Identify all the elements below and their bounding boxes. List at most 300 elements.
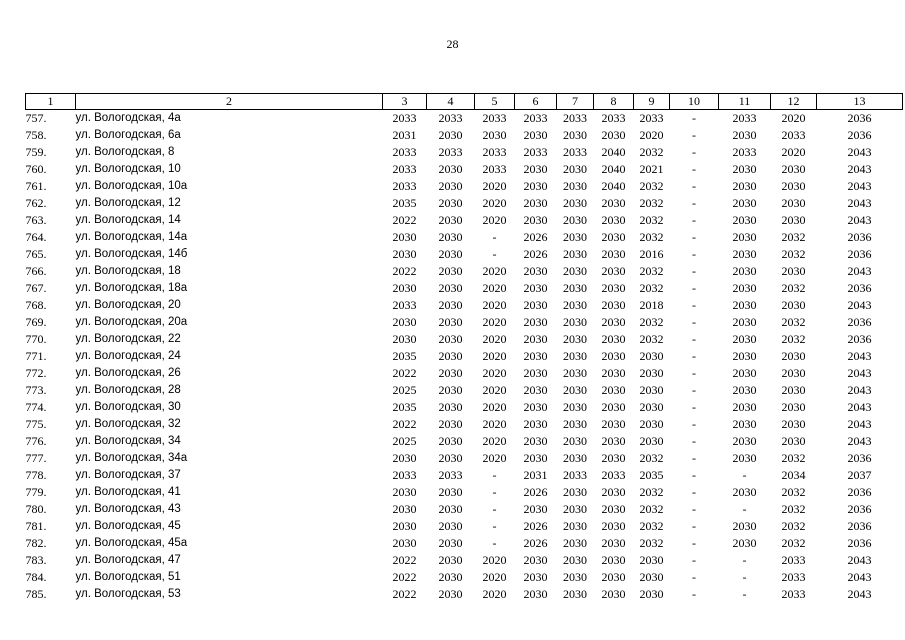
year-cell: 2030 — [781, 196, 806, 210]
year-cell: 2030 — [732, 519, 757, 533]
address-cell: ул. Вологодская, 53 — [75, 588, 181, 600]
year-cell: 2035 — [392, 400, 417, 414]
year-cell: 2030 — [523, 196, 548, 210]
year-cell: 2030 — [639, 570, 664, 584]
year-cell: 2016 — [639, 247, 664, 261]
column-header: 2 — [76, 94, 383, 110]
year-cell: 2037 — [847, 468, 872, 482]
year-cell: 2018 — [639, 298, 664, 312]
year-cell: 2043 — [847, 570, 872, 584]
year-cell: 2033 — [392, 468, 417, 482]
year-cell: 2032 — [639, 332, 664, 346]
year-cell: 2032 — [781, 315, 806, 329]
row-number: 781. — [25, 519, 47, 533]
year-cell: 2036 — [847, 485, 872, 499]
year-cell: 2030 — [392, 281, 417, 295]
year-cell: 2032 — [639, 502, 664, 516]
year-cell: 2030 — [482, 128, 507, 142]
address-cell: ул. Вологодская, 12 — [75, 197, 181, 209]
year-cell: 2030 — [392, 485, 417, 499]
year-cell: 2030 — [392, 315, 417, 329]
address-cell: ул. Вологодская, 14б — [75, 248, 188, 260]
row-number: 773. — [25, 383, 47, 397]
year-cell: 2030 — [523, 213, 548, 227]
year-cell: 2036 — [847, 281, 872, 295]
year-cell: 2022 — [392, 366, 417, 380]
year-cell: 2022 — [392, 213, 417, 227]
year-cell: 2043 — [847, 145, 872, 159]
year-cell: 2032 — [639, 485, 664, 499]
year-cell: 2030 — [732, 383, 757, 397]
year-cell: 2030 — [563, 502, 587, 516]
page-number: 28 — [446, 37, 459, 51]
year-cell: 2020 — [482, 196, 507, 210]
year-cell: 2030 — [601, 213, 626, 227]
year-cell: 2030 — [523, 553, 548, 567]
table-row — [26, 229, 903, 246]
year-cell: 2030 — [601, 247, 626, 261]
year-cell: 2040 — [601, 162, 626, 176]
year-cell: 2032 — [639, 536, 664, 550]
year-cell: 2033 — [438, 468, 463, 482]
year-cell: 2033 — [781, 553, 806, 567]
address-cell: ул. Вологодская, 4а — [75, 112, 181, 124]
year-cell: 2021 — [639, 162, 664, 176]
year-cell: 2030 — [392, 451, 417, 465]
year-cell: 2033 — [482, 162, 507, 176]
year-cell: - — [692, 417, 696, 431]
year-cell: 2030 — [438, 366, 463, 380]
year-cell: 2032 — [781, 281, 806, 295]
column-header: 1 — [26, 94, 76, 110]
year-cell: 2043 — [847, 383, 872, 397]
year-cell: 2030 — [732, 196, 757, 210]
year-cell: 2030 — [438, 349, 463, 363]
year-cell: 2030 — [732, 298, 757, 312]
table-row — [26, 365, 903, 382]
year-cell: 2033 — [732, 145, 757, 159]
year-cell: 2032 — [639, 213, 664, 227]
year-cell: 2030 — [438, 553, 463, 567]
year-cell: 2030 — [523, 349, 548, 363]
year-cell: 2033 — [781, 570, 806, 584]
year-cell: 2030 — [601, 264, 626, 278]
year-cell: 2030 — [563, 315, 587, 329]
row-number: 769. — [25, 315, 47, 329]
year-cell: - — [692, 468, 696, 482]
year-cell: 2043 — [847, 553, 872, 567]
year-cell: 2030 — [781, 400, 806, 414]
address-cell: ул. Вологодская, 41 — [75, 486, 181, 498]
year-cell: 2030 — [732, 485, 757, 499]
address-cell: ул. Вологодская, 18а — [75, 282, 188, 294]
table-row — [26, 348, 903, 365]
year-cell: 2033 — [601, 468, 626, 482]
year-cell: 2033 — [438, 145, 463, 159]
address-cell: ул. Вологодская, 6а — [75, 129, 181, 141]
column-header: 11 — [719, 94, 771, 110]
table-row — [26, 331, 903, 348]
year-cell: 2043 — [847, 417, 872, 431]
year-cell: 2030 — [601, 383, 626, 397]
year-cell: - — [692, 179, 696, 193]
year-cell: 2030 — [732, 264, 757, 278]
row-number: 775. — [25, 417, 47, 431]
year-cell: 2030 — [438, 417, 463, 431]
row-number: 757. — [25, 111, 47, 125]
year-cell: 2026 — [523, 519, 548, 533]
table-row — [26, 467, 903, 484]
year-cell: 2030 — [563, 264, 587, 278]
year-cell: 2030 — [563, 230, 587, 244]
row-number: 772. — [25, 366, 47, 380]
year-cell: 2030 — [523, 502, 548, 516]
year-cell: 2033 — [392, 111, 417, 125]
year-cell: 2030 — [601, 536, 626, 550]
year-cell: 2030 — [732, 434, 757, 448]
year-cell: 2020 — [639, 128, 664, 142]
year-cell: 2030 — [523, 587, 548, 601]
year-cell: 2026 — [523, 230, 548, 244]
year-cell: 2022 — [392, 553, 417, 567]
year-cell: 2020 — [781, 145, 806, 159]
year-cell: 2030 — [781, 366, 806, 380]
table-row — [26, 246, 903, 263]
year-cell: 2030 — [639, 400, 664, 414]
address-cell: ул. Вологодская, 26 — [75, 367, 181, 379]
row-number: 782. — [25, 536, 47, 550]
table-row — [26, 127, 903, 144]
year-cell: 2022 — [392, 264, 417, 278]
year-cell: 2030 — [732, 281, 757, 295]
row-number: 785. — [25, 587, 47, 601]
year-cell: 2036 — [847, 536, 872, 550]
year-cell: 2032 — [639, 196, 664, 210]
year-cell: 2030 — [438, 587, 463, 601]
year-cell: - — [692, 587, 696, 601]
year-cell: 2030 — [438, 298, 463, 312]
row-number: 774. — [25, 400, 47, 414]
year-cell: 2043 — [847, 587, 872, 601]
table-row — [26, 484, 903, 501]
address-cell: ул. Вологодская, 20 — [75, 299, 181, 311]
year-cell: 2030 — [438, 519, 463, 533]
year-cell: 2030 — [601, 553, 626, 567]
address-cell: ул. Вологодская, 51 — [75, 571, 181, 583]
year-cell: 2030 — [438, 281, 463, 295]
year-cell: - — [492, 519, 497, 533]
year-cell: 2033 — [563, 145, 587, 159]
year-cell: 2036 — [847, 230, 872, 244]
year-cell: 2030 — [601, 366, 626, 380]
year-cell: 2020 — [482, 298, 507, 312]
year-cell: 2020 — [482, 400, 507, 414]
year-cell: 2030 — [523, 570, 548, 584]
year-cell: 2030 — [732, 536, 757, 550]
year-cell: 2026 — [523, 247, 548, 261]
year-cell: 2030 — [732, 349, 757, 363]
year-cell: 2030 — [601, 400, 626, 414]
year-cell: 2030 — [438, 536, 463, 550]
row-number: 768. — [25, 298, 47, 312]
year-cell: 2020 — [482, 434, 507, 448]
year-cell: 2030 — [392, 247, 417, 261]
row-number: 770. — [25, 332, 47, 346]
year-cell: 2036 — [847, 247, 872, 261]
year-cell: 2025 — [392, 383, 417, 397]
year-cell: 2030 — [639, 349, 664, 363]
table-header — [26, 94, 903, 110]
year-cell: 2030 — [438, 247, 463, 261]
year-cell: 2030 — [438, 213, 463, 227]
year-cell: 2030 — [438, 230, 463, 244]
row-number: 764. — [25, 230, 47, 244]
year-cell: - — [692, 298, 696, 312]
year-cell: 2040 — [601, 145, 626, 159]
year-cell: 2020 — [482, 383, 507, 397]
year-cell: 2032 — [639, 281, 664, 295]
year-cell: - — [692, 315, 696, 329]
year-cell: 2033 — [523, 111, 548, 125]
year-cell: 2030 — [563, 485, 587, 499]
year-cell: 2020 — [482, 179, 507, 193]
year-cell: 2030 — [781, 434, 806, 448]
year-cell: 2030 — [523, 162, 548, 176]
year-cell: 2030 — [563, 451, 587, 465]
column-header: 5 — [475, 94, 515, 110]
year-cell: - — [692, 111, 696, 125]
year-cell: 2030 — [563, 196, 587, 210]
year-cell: 2033 — [732, 111, 757, 125]
year-cell: - — [742, 587, 747, 601]
year-cell: 2030 — [563, 128, 587, 142]
address-cell: ул. Вологодская, 22 — [75, 333, 181, 345]
address-cell: ул. Вологодская, 43 — [75, 503, 181, 515]
year-cell: - — [692, 332, 696, 346]
year-cell: - — [692, 264, 696, 278]
year-cell: 2030 — [563, 366, 587, 380]
year-cell: 2020 — [482, 281, 507, 295]
year-cell: 2036 — [847, 128, 872, 142]
column-header: 3 — [383, 94, 427, 110]
table-row — [26, 433, 903, 450]
table-row — [26, 535, 903, 552]
year-cell: - — [692, 162, 696, 176]
year-cell: 2030 — [601, 281, 626, 295]
year-cell: 2020 — [482, 264, 507, 278]
address-cell: ул. Вологодская, 45 — [75, 520, 181, 532]
year-cell: 2043 — [847, 162, 872, 176]
table-row — [26, 586, 903, 603]
year-cell: 2043 — [847, 366, 872, 380]
year-cell: 2030 — [601, 196, 626, 210]
year-cell: 2030 — [732, 315, 757, 329]
year-cell: - — [692, 451, 696, 465]
table-row — [26, 399, 903, 416]
column-header: 9 — [634, 94, 670, 110]
year-cell: 2030 — [732, 451, 757, 465]
year-cell: 2030 — [438, 315, 463, 329]
year-cell: 2020 — [482, 417, 507, 431]
column-header: 6 — [515, 94, 557, 110]
year-cell: 2036 — [847, 451, 872, 465]
table-row — [26, 501, 903, 518]
year-cell: 2026 — [523, 536, 548, 550]
table-row — [26, 297, 903, 314]
year-cell: 2022 — [392, 587, 417, 601]
address-cell: ул. Вологодская, 28 — [75, 384, 181, 396]
year-cell: 2033 — [523, 145, 548, 159]
year-cell: 2036 — [847, 519, 872, 533]
year-cell: 2030 — [392, 536, 417, 550]
year-cell: 2033 — [392, 298, 417, 312]
year-cell: 2030 — [639, 366, 664, 380]
year-cell: 2030 — [601, 519, 626, 533]
year-cell: 2030 — [438, 196, 463, 210]
year-cell: 2030 — [563, 587, 587, 601]
year-cell: 2030 — [438, 570, 463, 584]
year-cell: 2032 — [639, 519, 664, 533]
row-number: 779. — [25, 485, 47, 499]
year-cell: 2030 — [781, 264, 806, 278]
year-cell: - — [742, 502, 747, 516]
year-cell: - — [692, 281, 696, 295]
table-row — [26, 552, 903, 569]
year-cell: 2022 — [392, 417, 417, 431]
year-cell: 2030 — [523, 298, 548, 312]
column-header: 4 — [427, 94, 475, 110]
year-cell: 2030 — [732, 162, 757, 176]
row-number: 767. — [25, 281, 47, 295]
year-cell: 2030 — [732, 230, 757, 244]
year-cell: 2030 — [601, 451, 626, 465]
year-cell: 2036 — [847, 111, 872, 125]
table-row — [26, 450, 903, 467]
year-cell: 2033 — [781, 587, 806, 601]
year-cell: 2030 — [601, 298, 626, 312]
year-cell: 2043 — [847, 264, 872, 278]
year-cell: - — [742, 570, 747, 584]
year-cell: 2030 — [563, 298, 587, 312]
year-cell: 2030 — [781, 417, 806, 431]
year-cell: 2030 — [438, 264, 463, 278]
year-cell: 2030 — [601, 485, 626, 499]
year-cell: - — [692, 400, 696, 414]
year-cell: 2030 — [563, 281, 587, 295]
year-cell: 2032 — [639, 179, 664, 193]
row-number: 758. — [25, 128, 47, 142]
year-cell: - — [692, 383, 696, 397]
year-cell: 2030 — [392, 502, 417, 516]
year-cell: 2030 — [563, 332, 587, 346]
year-cell: 2033 — [563, 111, 587, 125]
row-number: 783. — [25, 553, 47, 567]
table-row — [26, 195, 903, 212]
year-cell: 2031 — [392, 128, 417, 142]
year-cell: - — [692, 230, 696, 244]
year-cell: - — [692, 519, 696, 533]
year-cell: 2030 — [601, 332, 626, 346]
year-cell: 2030 — [563, 400, 587, 414]
year-cell: - — [692, 570, 696, 584]
year-cell: 2043 — [847, 179, 872, 193]
year-cell: 2034 — [781, 468, 806, 482]
year-cell: 2030 — [639, 417, 664, 431]
row-number: 778. — [25, 468, 47, 482]
year-cell: 2026 — [523, 485, 548, 499]
year-cell: 2030 — [781, 162, 806, 176]
year-cell: - — [692, 145, 696, 159]
year-cell: 2030 — [523, 383, 548, 397]
year-cell: 2036 — [847, 315, 872, 329]
year-cell: 2043 — [847, 434, 872, 448]
table-row — [26, 212, 903, 229]
year-cell: 2032 — [781, 519, 806, 533]
year-cell: 2043 — [847, 349, 872, 363]
row-number: 763. — [25, 213, 47, 227]
year-cell: 2030 — [601, 315, 626, 329]
year-cell: 2030 — [781, 179, 806, 193]
year-cell: 2030 — [523, 366, 548, 380]
year-cell: 2032 — [639, 145, 664, 159]
column-number-row — [26, 94, 903, 110]
year-cell: 2030 — [732, 417, 757, 431]
table-body — [26, 110, 903, 604]
year-cell: 2030 — [523, 128, 548, 142]
year-cell: 2043 — [847, 400, 872, 414]
year-cell: 2030 — [563, 349, 587, 363]
year-cell: 2030 — [523, 451, 548, 465]
year-cell: 2030 — [601, 434, 626, 448]
year-cell: 2033 — [639, 111, 664, 125]
year-cell: 2030 — [438, 434, 463, 448]
table-row — [26, 416, 903, 433]
year-cell: 2020 — [482, 315, 507, 329]
year-cell: - — [692, 366, 696, 380]
year-cell: 2032 — [781, 451, 806, 465]
year-cell: 2020 — [482, 349, 507, 363]
row-number: 771. — [25, 349, 47, 363]
year-cell: 2032 — [781, 502, 806, 516]
year-cell: 2030 — [523, 417, 548, 431]
year-cell: 2030 — [438, 400, 463, 414]
year-cell: 2030 — [601, 349, 626, 363]
column-header: 13 — [817, 94, 903, 110]
address-cell: ул. Вологодская, 18 — [75, 265, 181, 277]
year-cell: 2035 — [392, 196, 417, 210]
year-cell: 2032 — [781, 485, 806, 499]
year-cell: 2030 — [438, 332, 463, 346]
year-cell: 2035 — [639, 468, 664, 482]
year-cell: 2030 — [563, 213, 587, 227]
year-cell: 2030 — [601, 230, 626, 244]
year-cell: 2030 — [601, 570, 626, 584]
column-header: 7 — [557, 94, 594, 110]
year-cell: - — [492, 230, 497, 244]
row-number: 759. — [25, 145, 47, 159]
year-cell: 2036 — [847, 502, 872, 516]
address-cell: ул. Вологодская, 8 — [75, 146, 175, 158]
address-cell: ул. Вологодская, 10а — [75, 180, 188, 192]
year-cell: 2030 — [781, 383, 806, 397]
year-cell: 2030 — [732, 213, 757, 227]
year-cell: 2030 — [523, 400, 548, 414]
year-cell: 2032 — [639, 315, 664, 329]
year-cell: 2032 — [639, 230, 664, 244]
table-row — [26, 518, 903, 535]
year-cell: 2033 — [482, 111, 507, 125]
row-number: 765. — [25, 247, 47, 261]
